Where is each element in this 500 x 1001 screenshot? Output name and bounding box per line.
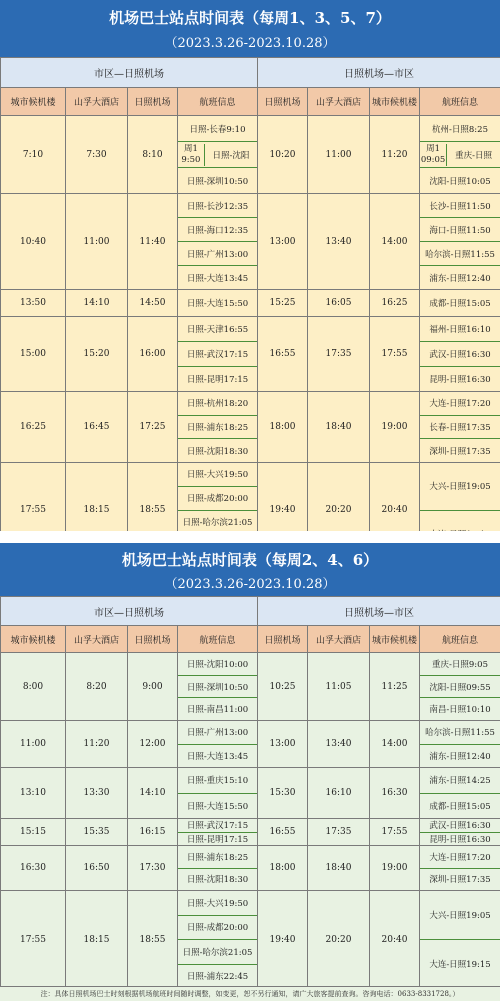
time-cell: 18:55	[128, 891, 178, 989]
flight-info-cell	[178, 891, 258, 989]
time-cell: 17:25	[128, 392, 178, 463]
time-cell: 18:40	[308, 846, 370, 891]
time-cell: 13:40	[308, 721, 370, 768]
flight-entry: 日照-海口12:35	[178, 218, 257, 242]
flight-entry: 日照-武汉17:15	[178, 819, 257, 833]
flight-entry: 沈阳-日照10:05	[420, 168, 500, 193]
timetable-2-title-bar	[0, 543, 500, 596]
time-cell: 14:10	[66, 290, 128, 317]
time-cell: 16:25	[1, 392, 66, 463]
time-cell: 18:55	[128, 463, 178, 558]
flight-entry: 日照-哈尔滨21:05	[178, 940, 257, 965]
flight-entry: 成都-日照15:05	[420, 290, 500, 316]
time-cell: 13:40	[308, 194, 370, 290]
time-cell: 13:00	[258, 194, 308, 290]
time-cell: 17:55	[1, 463, 66, 558]
col-header: 航班信息	[420, 88, 500, 116]
time-cell: 14:00	[370, 721, 420, 768]
col-header: 城市候机楼	[370, 88, 420, 116]
time-cell: 17:35	[308, 819, 370, 846]
col-header: 山孚大酒店	[66, 626, 128, 653]
flight-entry: 大兴-日照19:05	[420, 891, 500, 940]
timetable-1-title: 机场巴士站点时间表（每周1、3、5、7）	[109, 9, 391, 27]
time-cell: 16:30	[370, 768, 420, 819]
col-header: 城市候机楼	[1, 88, 66, 116]
time-cell: 12:00	[128, 721, 178, 768]
table-row	[1, 846, 500, 891]
time-cell: 13:50	[1, 290, 66, 317]
flight-info-cell	[420, 653, 500, 721]
flight-entry: 成都-日照15:05	[420, 794, 500, 819]
flight-entry: 重庆-日照9:05	[420, 653, 500, 676]
flight-entry: 浦东-日照14:25	[420, 768, 500, 794]
time-cell: 7:30	[66, 116, 128, 194]
flight-entry: 日照-哈尔滨21:05	[178, 511, 257, 535]
flight-info-cell	[420, 194, 500, 290]
flight-entry: 日照-浦东18:25	[178, 846, 257, 869]
flight-info-cell	[420, 846, 500, 891]
col-header: 山孚大酒店	[308, 88, 370, 116]
col-header: 航班信息	[178, 626, 258, 653]
time-cell: 13:00	[258, 721, 308, 768]
flight-info-cell	[178, 392, 258, 463]
timetable-1	[0, 57, 500, 558]
flight-entry: 日照-昆明17:15	[178, 833, 257, 846]
time-cell: 18:40	[308, 392, 370, 463]
time-cell: 19:00	[370, 846, 420, 891]
column-header-row	[1, 88, 500, 116]
flight-entry	[178, 142, 257, 168]
flight-entry: 日照-广州13:00	[178, 242, 257, 266]
time-cell: 15:35	[66, 819, 128, 846]
flight-entry: 日照-武汉17:15	[178, 342, 257, 367]
flight-entry: 长沙-日照11:50	[420, 194, 500, 218]
flight-entry: 杭州-日照8:25	[420, 116, 500, 142]
time-cell: 19:40	[258, 463, 308, 558]
flight-info-cell	[178, 846, 258, 891]
flight-entry: 日照-大连15:50	[178, 794, 257, 819]
section-gap	[0, 531, 500, 543]
time-cell: 19:40	[258, 891, 308, 989]
flight-info-cell	[420, 392, 500, 463]
direction-city-to-airport: 市区—日照机场	[1, 597, 258, 626]
flight-info-cell	[178, 653, 258, 721]
time-cell: 17:35	[308, 317, 370, 392]
flight-route: 日照-沈阳	[212, 150, 250, 161]
flight-route: 重庆-日照	[455, 150, 493, 161]
time-cell: 16:50	[66, 846, 128, 891]
table-row	[1, 653, 500, 721]
column-header-row	[1, 626, 500, 653]
time-cell: 11:40	[128, 194, 178, 290]
flight-entry: 昆明-日照16:30	[420, 833, 500, 846]
flight-entry: 日照-沈阳10:00	[178, 653, 257, 676]
flight-entry: 日照-大连13:45	[178, 266, 257, 289]
flight-entry: 沈阳-日照09:55	[420, 676, 500, 699]
time-cell: 16:05	[308, 290, 370, 317]
flight-entry: 日照-长春9:10	[178, 116, 257, 142]
table-row	[1, 116, 500, 194]
time-cell: 15:15	[1, 819, 66, 846]
direction-airport-to-city: 日照机场—市区	[258, 597, 500, 626]
col-header: 城市候机楼	[1, 626, 66, 653]
flight-info-cell	[178, 317, 258, 392]
flight-entry: 哈尔滨-日照11:55	[420, 242, 500, 266]
time-cell: 17:30	[128, 846, 178, 891]
time-cell: 16:15	[128, 819, 178, 846]
time-cell: 20:40	[370, 463, 420, 558]
time-cell: 18:00	[258, 846, 308, 891]
table-row	[1, 317, 500, 392]
flight-entry: 浦东-日照12:40	[420, 266, 500, 289]
time-cell: 8:10	[128, 116, 178, 194]
time-cell: 7:10	[1, 116, 66, 194]
time-cell: 11:25	[370, 653, 420, 721]
time-cell: 8:20	[66, 653, 128, 721]
time-cell: 16:10	[308, 768, 370, 819]
flight-entry: 日照-大兴19:50	[178, 891, 257, 916]
direction-city-to-airport: 市区—日照机场	[1, 58, 258, 88]
flight-entry: 大连-日照19:15	[420, 940, 500, 988]
flight-day-note: 周1 9:50	[178, 144, 205, 166]
time-cell: 15:00	[1, 317, 66, 392]
col-header: 山孚大酒店	[66, 88, 128, 116]
flight-entry: 哈尔滨-日照11:55	[420, 721, 500, 745]
time-cell: 11:20	[66, 721, 128, 768]
time-cell: 14:00	[370, 194, 420, 290]
time-cell: 16:45	[66, 392, 128, 463]
time-cell: 19:00	[370, 392, 420, 463]
flight-entry: 武汉-日照16:30	[420, 342, 500, 367]
time-cell: 13:10	[1, 768, 66, 819]
flight-entry: 南昌-日照10:10	[420, 698, 500, 720]
time-cell: 18:15	[66, 891, 128, 989]
col-header: 日照机场	[128, 88, 178, 116]
flight-entry: 日照-天津16:55	[178, 317, 257, 342]
flight-entry: 大连-日照17:20	[420, 846, 500, 869]
time-cell: 13:30	[66, 768, 128, 819]
time-cell: 8:00	[1, 653, 66, 721]
flight-info-cell	[178, 116, 258, 194]
time-cell: 14:10	[128, 768, 178, 819]
flight-entry: 深圳-日照17:35	[420, 439, 500, 462]
time-cell: 11:00	[1, 721, 66, 768]
time-cell: 11:00	[308, 116, 370, 194]
time-cell: 18:15	[66, 463, 128, 558]
flight-entry: 浦东-日照12:40	[420, 745, 500, 768]
flight-entry: 长春-日照17:35	[420, 416, 500, 440]
time-cell: 11:20	[370, 116, 420, 194]
time-cell: 15:20	[66, 317, 128, 392]
time-cell: 16:55	[258, 819, 308, 846]
flight-info-cell	[178, 194, 258, 290]
flight-entry: 深圳-日照17:35	[420, 869, 500, 891]
flight-entry: 昆明-日照16:30	[420, 367, 500, 391]
time-cell: 20:20	[308, 891, 370, 989]
time-cell: 10:25	[258, 653, 308, 721]
flight-info-cell	[178, 768, 258, 819]
time-cell: 14:50	[128, 290, 178, 317]
flight-entry: 日照-南昌11:00	[178, 698, 257, 720]
flight-entry: 武汉-日照16:30	[420, 819, 500, 833]
flight-info-cell	[178, 721, 258, 768]
time-cell: 11:00	[66, 194, 128, 290]
timetable-1-subtitle: （2023.3.26-2023.10.28）	[164, 36, 336, 51]
flight-entry: 日照-杭州18:20	[178, 392, 257, 416]
time-cell: 16:55	[258, 317, 308, 392]
flight-info-cell	[420, 317, 500, 392]
footer-note: 注：具体日照机场巴士时刻根据机场航班时间随时调整，如变更，恕不另行通知，请广大旅客提前查询。咨询电话：0633-8331728。）	[0, 986, 500, 1001]
time-cell: 11:05	[308, 653, 370, 721]
flight-entry: 日照-浦东18:25	[178, 416, 257, 440]
col-header: 山孚大酒店	[308, 626, 370, 653]
col-header: 日照机场	[128, 626, 178, 653]
table-row	[1, 194, 500, 290]
flight-entry: 日照-成都20:00	[178, 487, 257, 511]
flight-info-cell	[420, 721, 500, 768]
table-row	[1, 768, 500, 819]
col-header: 城市候机楼	[370, 626, 420, 653]
timetable-2	[0, 596, 500, 989]
time-cell: 20:20	[308, 463, 370, 558]
flight-entry: 日照-浦东22:45	[178, 965, 257, 989]
timetable-1-title-bar	[0, 0, 500, 57]
flight-info-cell	[420, 290, 500, 317]
flight-entry: 日照-沈阳18:30	[178, 439, 257, 462]
time-cell: 10:40	[1, 194, 66, 290]
flight-entry: 大连-日照17:20	[420, 392, 500, 416]
col-header: 航班信息	[178, 88, 258, 116]
table-row	[1, 290, 500, 317]
time-cell: 17:55	[370, 819, 420, 846]
flight-entry: 日照-深圳10:50	[178, 676, 257, 699]
time-cell: 9:00	[128, 653, 178, 721]
time-cell: 17:55	[1, 891, 66, 989]
flight-entry: 大兴-日照19:05	[420, 463, 500, 511]
timetable-2-subtitle: （2023.3.26-2023.10.28）	[164, 577, 336, 592]
col-header: 日照机场	[258, 88, 308, 116]
col-header: 日照机场	[258, 626, 308, 653]
time-cell: 15:30	[258, 768, 308, 819]
flight-entry: 日照-长沙12:35	[178, 194, 257, 218]
table-row	[1, 392, 500, 463]
flight-entry: 日照-大连13:45	[178, 745, 257, 768]
time-cell: 20:40	[370, 891, 420, 989]
flight-info-cell	[178, 819, 258, 846]
flight-entry: 日照-深圳10:50	[178, 168, 257, 193]
direction-airport-to-city: 日照机场—市区	[258, 58, 500, 88]
flight-info-cell	[420, 891, 500, 989]
time-cell: 15:25	[258, 290, 308, 317]
flight-entry: 福州-日照16:10	[420, 317, 500, 342]
timetable-2-title: 机场巴士站点时间表（每周2、4、6）	[121, 551, 379, 569]
time-cell: 16:25	[370, 290, 420, 317]
table-row	[1, 891, 500, 989]
time-cell: 16:30	[1, 846, 66, 891]
time-cell: 18:00	[258, 392, 308, 463]
flight-info-cell	[420, 768, 500, 819]
flight-entry: 日照-沈阳18:30	[178, 869, 257, 891]
time-cell: 10:20	[258, 116, 308, 194]
flight-info-cell	[178, 290, 258, 317]
flight-entry: 日照-大连15:50	[178, 290, 257, 316]
flight-entry: 海口-日照11:50	[420, 218, 500, 242]
flight-info-cell	[420, 116, 500, 194]
flight-day-note: 周1 09:05	[420, 143, 446, 165]
flight-info-cell	[420, 819, 500, 846]
flight-entry: 日照-大兴19:50	[178, 463, 257, 487]
time-cell: 17:55	[370, 317, 420, 392]
flight-entry: 日照-广州13:00	[178, 721, 257, 745]
table-row	[1, 721, 500, 768]
flight-entry: 日照-重庆15:10	[178, 768, 257, 794]
flight-entry: 日照-昆明17:15	[178, 367, 257, 391]
time-cell: 16:00	[128, 317, 178, 392]
table-row	[1, 819, 500, 846]
flight-entry: 日照-成都20:00	[178, 916, 257, 941]
flight-entry	[420, 142, 500, 168]
col-header: 航班信息	[420, 626, 500, 653]
